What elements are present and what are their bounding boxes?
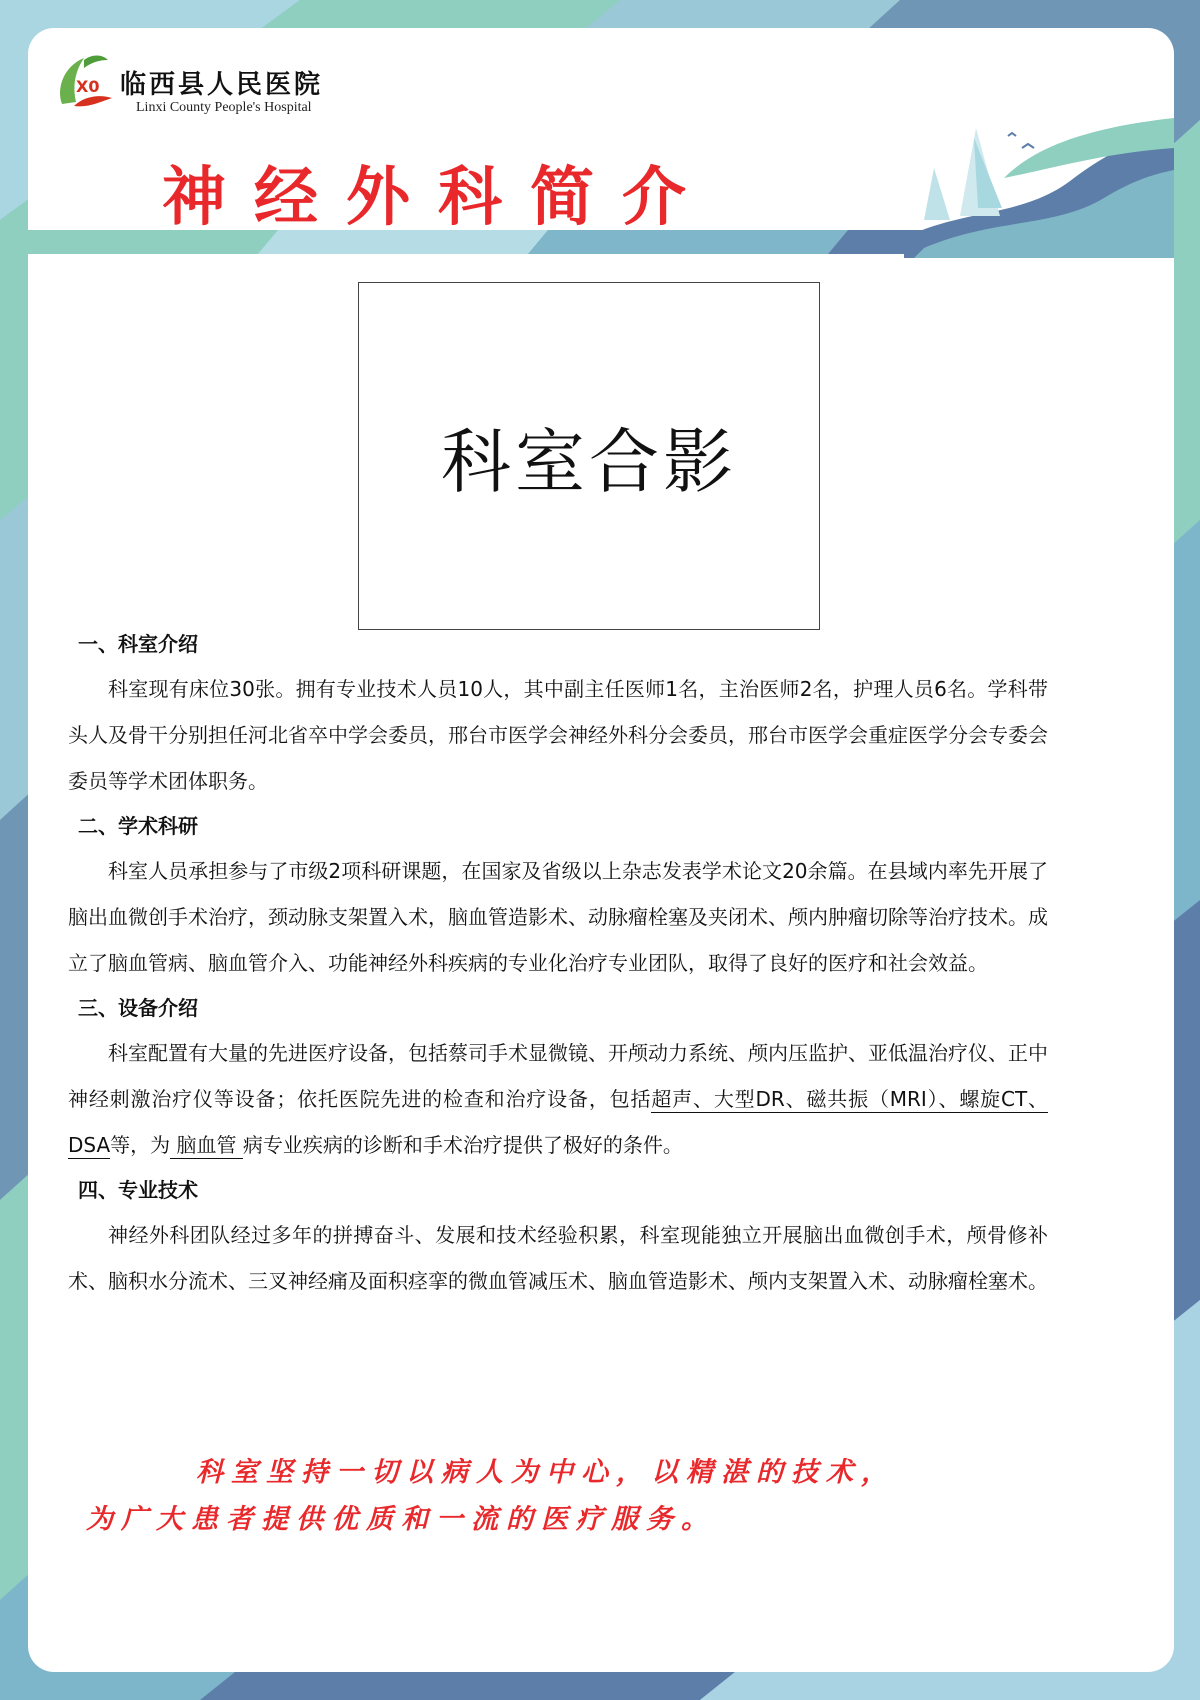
sailboat-wave-decoration [904,108,1174,258]
page-title: 神经外科简介 [162,161,714,235]
hospital-logo-icon [54,52,114,112]
svg-text:X0: X0 [76,77,100,96]
photo-placeholder-label: 科室合影 [441,420,737,503]
section-heading: 二、学术科研 [78,814,198,838]
section-paragraph: 科室人员承担参与了市级2项科研课题，在国家及省级以上杂志发表学术论文20余篇。在县域内率先开展了脑出血微创手术治疗，颈动脉支架置入术，脑血管造影术、动脉瘤栓塞及夹闭术、颅内肿瘤切除等治疗技术。成立了脑血管病、脑血管介入、功能神经外科疾病的专业化治疗专业团队，取得了良好的医疗和社会效益。 [68,859,1048,975]
equipment-underlined-term: 脑血管 [170,1133,243,1157]
slogan-line-2: 为广大患者提供优质和一流的医疗服务。 [86,1504,716,1535]
equipment-text-1: 科室配置有大量的先进医疗设备，包括蔡司手术显微镜、开颅动力系统、颅内压监护、亚低温治疗仪、正中神经刺激治疗仪等设备；依托医院先进的检查和治疗设备，包括 [68,1041,1048,1111]
equipment-text-3: 病专业疾病的诊断和手术治疗提供了极好的条件。 [242,1133,683,1157]
section-paragraph: 神经外科团队经过多年的拼搏奋斗、发展和技术经验积累，科室现能独立开展脑出血微创手术，颅骨修补术、脑积水分流术、三叉神经痛及面积痉挛的微血管减压术、脑血管造影术、颅内支架置入术、动脉瘤栓塞术。 [68,1223,1048,1293]
hospital-name-cn: 临西县人民医院 [120,70,324,100]
section-paragraph: 科室现有床位30张。拥有专业技术人员10人，其中副主任医师1名，主治医师2名，护理人员6名。学科带头人及骨干分别担任河北省卒中学会委员，邢台市医学会神经外科分会委员，邢台市医学会重症医学分会专委会委员等学术团体职务。 [68,677,1048,793]
slogan-line-1: 科室坚持一切以病人为中心，以精湛的技术， [196,1457,896,1488]
group-photo-placeholder [358,282,820,630]
section-heading: 三、设备介绍 [78,996,198,1020]
content-body [68,622,1048,1308]
equipment-underlined-list: 超声、大型DR、磁共振（MRI）、螺旋CT、DSA [68,1087,1049,1157]
hospital-name-en: Linxi County People's Hospital [136,100,312,115]
section-paragraph [68,1030,1048,1168]
equipment-text-2: 等，为 [110,1133,171,1157]
section-heading: 一、科室介绍 [78,632,198,656]
section-heading: 四、专业技术 [78,1178,198,1202]
